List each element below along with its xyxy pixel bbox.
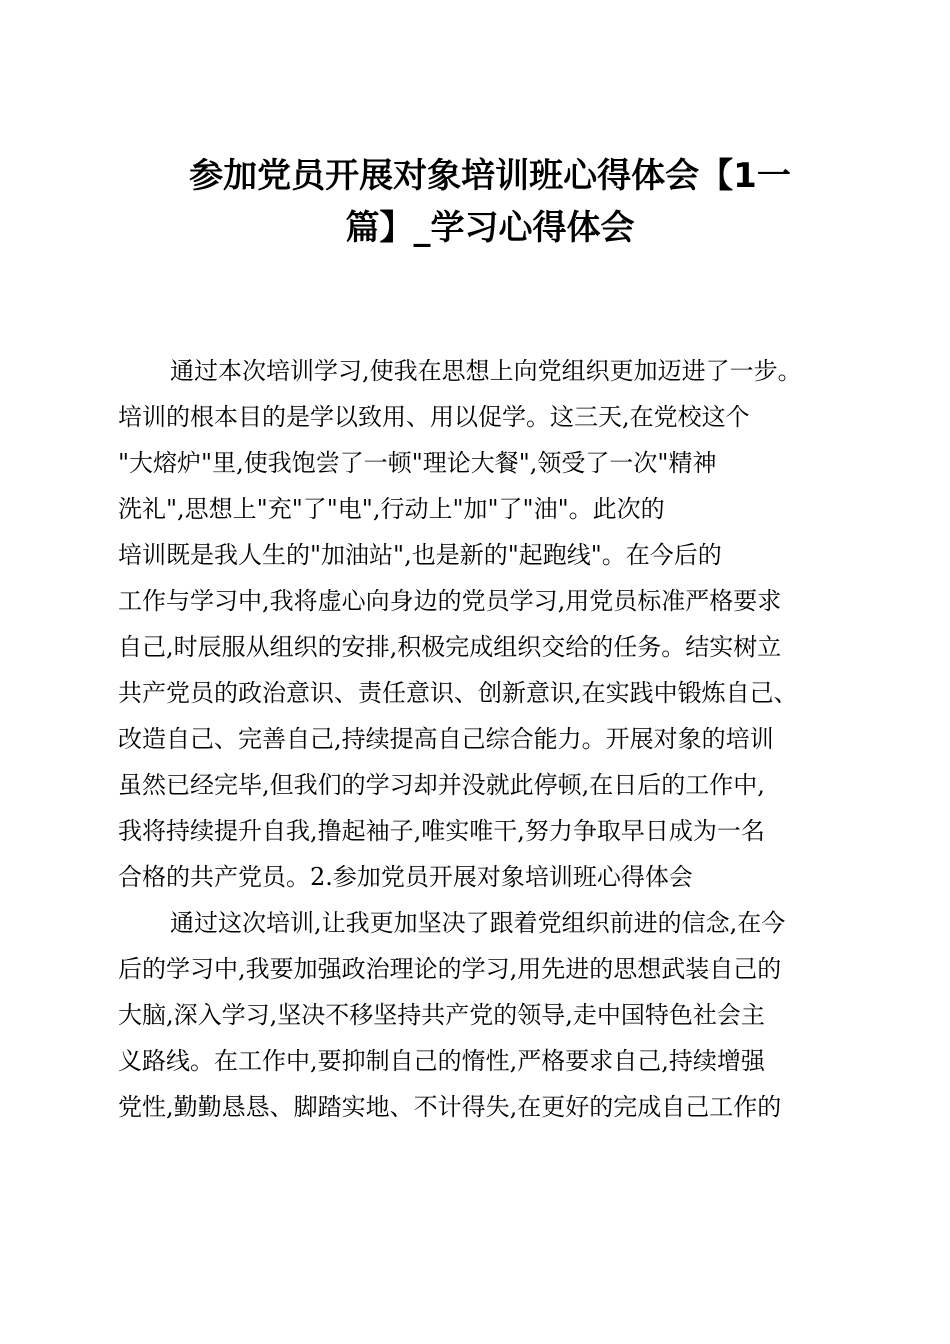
paragraph-line: 我将持续提升自我,撸起袖子,唯实唯干,努力争取早日成为一名: [118, 817, 765, 845]
title-line: 篇】_学习心得体会: [345, 208, 635, 248]
paragraph-line: 虽然已经完毕,但我们的学习却并没就此停顿,在日后的工作中,: [118, 771, 765, 799]
paragraph-line: 党性,勤勤恳恳、脚踏实地、不计得失,在更好的完成自己工作的: [118, 1093, 782, 1121]
paragraph-line: 合格的共产党员。2.参加党员开展对象培训班心得体会: [118, 863, 693, 891]
paragraph-line: "大熔炉"里,使我饱尝了一顿"理论大餐",领受了一次"精神: [118, 449, 717, 477]
paragraph-line: 自己,时辰服从组织的安排,积极完成组织交给的任务。结实树立: [118, 633, 782, 661]
document-body: [118, 348, 838, 1130]
document-title: [130, 150, 850, 254]
paragraph-line: 培训既是我人生的"加油站",也是新的"起跑线"。在今后的: [118, 541, 722, 569]
paragraph-line: 共产党员的政治意识、责任意识、创新意识,在实践中锻炼自己、: [118, 679, 798, 707]
paragraph-line: 大脑,深入学习,坚决不移坚持共产党的领导,走中国特色社会主: [118, 1001, 765, 1029]
paragraph-line: 工作与学习中,我将虚心向身边的党员学习,用党员标准严格要求: [118, 587, 782, 615]
paragraph-line: 通过这次培训,让我更加坚决了跟着党组织前进的信念,在今: [170, 909, 786, 937]
paragraph-line: 通过本次培训学习,使我在思想上向党组织更加迈进了一步。: [170, 357, 802, 385]
title-line: 参加党员开展对象培训班心得体会【1一: [189, 156, 791, 196]
paragraph-line: 洗礼",思想上"充"了"电",行动上"加"了"油"。此次的: [118, 495, 665, 523]
paragraph-line: 改造自己、完善自己,持续提高自己综合能力。开展对象的培训: [118, 725, 774, 753]
paragraph-line: 后的学习中,我要加强政治理论的学习,用先进的思想武装自己的: [118, 955, 782, 983]
paragraph-line: 义路线。在工作中,要抑制自己的惰性,严格要求自己,持续增强: [118, 1047, 765, 1075]
paragraph-line: 培训的根本目的是学以致用、用以促学。这三天,在党校这个: [118, 403, 750, 431]
